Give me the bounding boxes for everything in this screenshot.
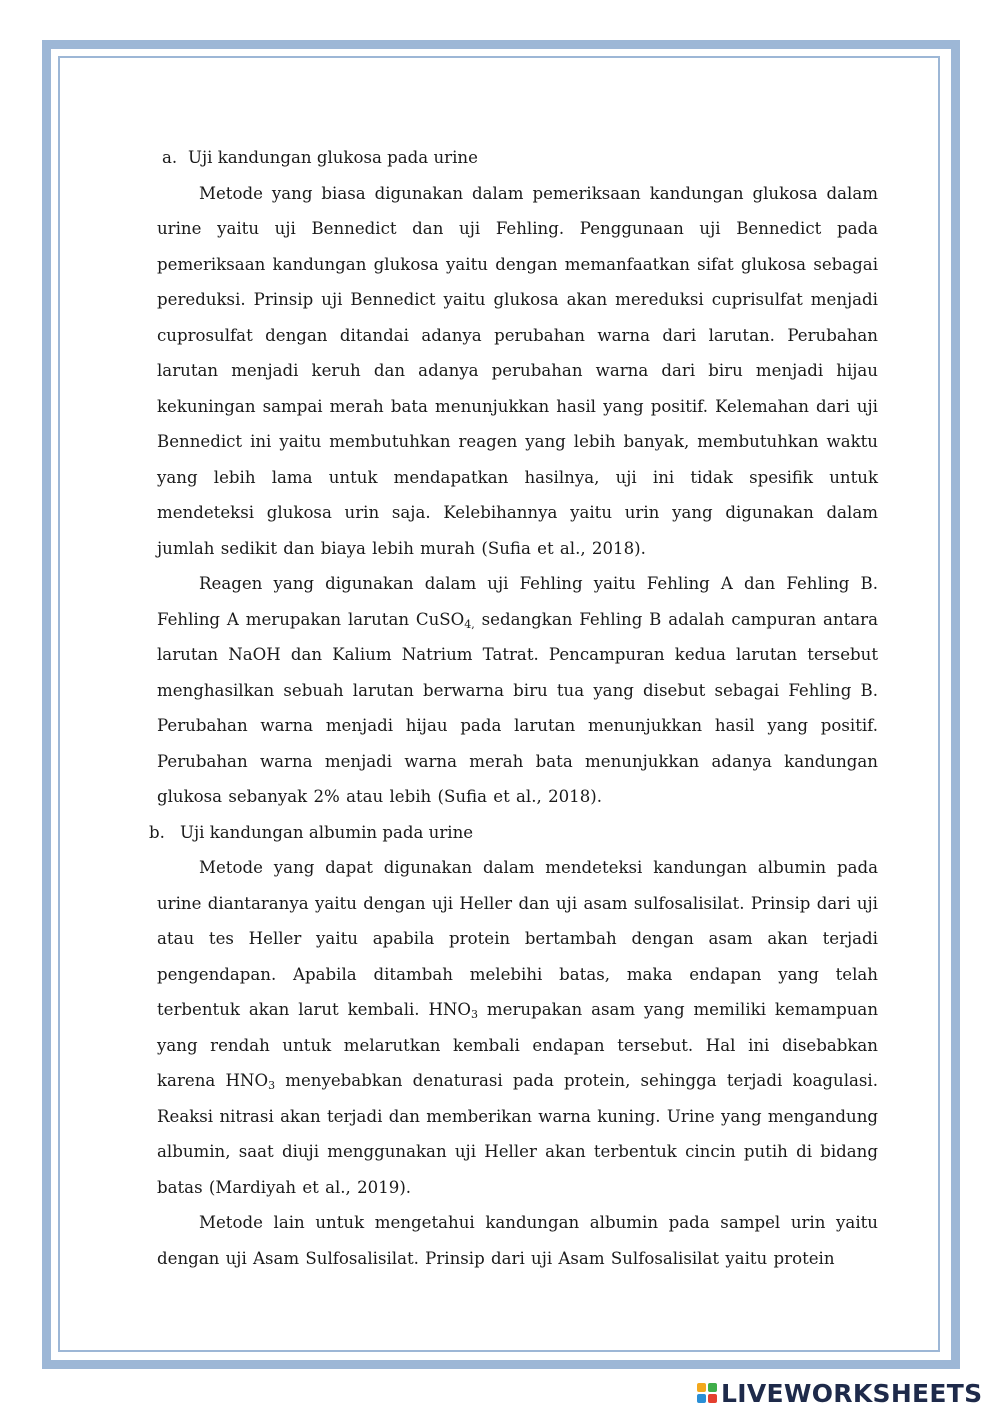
paragraph-text: Metode lain untuk mengetahui kandungan albumin pada sampel urin yaitu dengan uji Asam Sulfosalisilat. Prinsip dari uji Asam Sulfosalisilat yaitu protein — [157, 1213, 878, 1268]
section-title: Uji kandungan glukosa pada urine — [188, 148, 478, 167]
liveworksheets-logo-icon — [697, 1383, 717, 1403]
subscript: 3 — [471, 1008, 479, 1021]
page-border-left — [42, 40, 51, 1369]
paragraph — [157, 850, 878, 1205]
subscript: 3 — [268, 1079, 276, 1092]
paragraph-text: Reagen yang digunakan dalam uji Fehling yaitu Fehling A dan Fehling B. Fehling A merupakan larutan CuSO — [157, 574, 878, 629]
section-title: Uji kandungan albumin pada urine — [180, 822, 474, 842]
logo-text: LIVEWORKSHEETS — [721, 1378, 983, 1408]
paragraph-text: menyebabkan denaturasi pada protein, sehingga terjadi koagulasi. Reaksi nitrasi akan terjadi dan memberikan warna kuning. Urine yang mengandung albumin, saat diuji menggunakan uji Heller akan terbentuk cincin putih di bidang batas (Mardiyah et al., 2019). — [157, 1071, 878, 1197]
paragraph-text: Metode yang dapat digunakan dalam mendeteksi kandungan albumin pada urine diantaranya yaitu dengan uji Heller dan uji asam sulfosalisilat. Prinsip dari uji atau tes Heller yaitu apabila protein bertambah dengan asam akan terjadi pengendapan. Apabila ditambah melebihi batas, maka endapan yang telah terbentuk akan larut kembali. HNO — [157, 858, 878, 1019]
paragraph-text: Metode yang biasa digunakan dalam pemeriksaan kandungan glukosa dalam urine yaitu uji Bennedict dan uji Fehling. Penggunaan uji Bennedict pada pemeriksaan kandungan glukosa yaitu dengan memanfaatkan sifat glukosa sebagai pereduksi. Prinsip uji Bennedict yaitu glukosa akan mereduksi cuprisulfat menjadi cuprosulfat dengan ditandai adanya perubahan warna dari larutan. Perubahan larutan menjadi keruh dan adanya perubahan warna dari biru menjadi hijau kekuningan sampai merah bata menunjukkan hasil yang positif. Kelemahan dari uji Bennedict ini yaitu membutuhkan reagen yang lebih banyak, membutuhkan waktu yang lebih lama untuk mendapatkan hasilnya, uji ini tidak spesifik untuk mendeteksi glukosa urin saja. Kelebihannya yaitu urin yang digunakan dalam jumlah sedikit dan biaya lebih murah (Sufia et al., 2018). — [157, 183, 878, 558]
section-b-heading — [149, 815, 878, 851]
subscript: 4, — [464, 617, 475, 631]
paragraph-text: sedangkan Fehling B adalah campuran antara larutan NaOH dan Kalium Natrium Tatrat. Pencampuran kedua larutan tersebut menghasilkan sebuah larutan berwarna biru tua yang disebut sebagai Fehling B. Perubahan warna menjadi hijau pada larutan menunjukkan hasil yang positif. Perubahan warna menjadi warna merah bata menunjukkan adanya kandungan glukosa sebanyak 2% atau lebih (Sufia et al., 2018). — [157, 609, 878, 806]
paragraph-text: merupakan asam yang memiliki kemampuan yang rendah untuk melarutkan kembali endapan tersebut. Hal ini disebabkan karena HNO — [157, 1000, 879, 1090]
section-a-heading — [157, 140, 878, 176]
page-border-right — [951, 40, 960, 1369]
page-border-top — [42, 40, 960, 49]
list-marker: a. — [162, 148, 178, 167]
liveworksheets-logo[interactable] — [697, 1378, 982, 1408]
document-body — [149, 140, 879, 1276]
paragraph — [157, 566, 878, 815]
page-border-bottom — [42, 1360, 960, 1369]
paragraph — [157, 1205, 878, 1276]
list-marker: b. — [149, 822, 165, 842]
paragraph — [157, 176, 878, 567]
